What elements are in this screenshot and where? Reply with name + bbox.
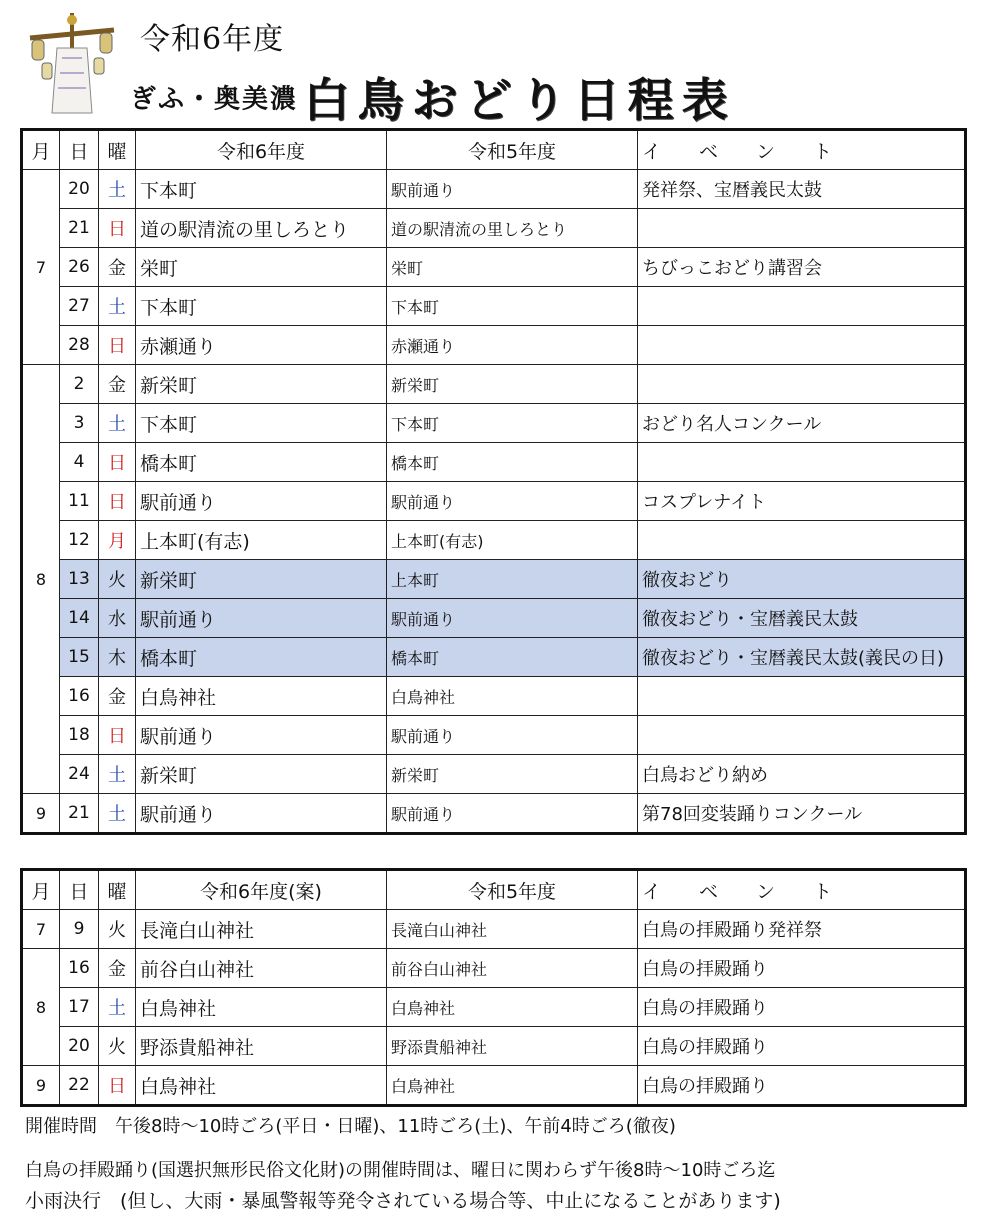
reiwa5-venue-cell: 新栄町	[387, 365, 638, 404]
page-header	[0, 0, 1000, 125]
event-cell: 第78回変装踊りコンクール	[638, 794, 966, 834]
event-cell: 徹夜おどり・宝暦義民太鼓	[638, 599, 966, 638]
table-row	[22, 599, 966, 638]
weekday-cell: 土	[99, 755, 136, 794]
event-cell: 白鳥の拝殿踊り発祥祭	[638, 910, 966, 949]
reiwa6-venue-cell: 新栄町	[136, 365, 387, 404]
reiwa5-venue-cell: 栄町	[387, 248, 638, 287]
title-region: ぎふ・奥美濃	[130, 84, 299, 115]
header-event: イ ベ ン ト	[638, 130, 966, 170]
reiwa6-venue-cell: 下本町	[136, 404, 387, 443]
table-row	[22, 716, 966, 755]
reiwa5-venue-cell: 白鳥神社	[387, 677, 638, 716]
table-row	[22, 326, 966, 365]
weekday-cell: 火	[99, 1027, 136, 1066]
reiwa5-venue-cell: 駅前通り	[387, 716, 638, 755]
day-cell: 24	[60, 755, 99, 794]
table-header-row	[22, 870, 966, 910]
event-cell	[638, 326, 966, 365]
table-row	[22, 209, 966, 248]
event-cell: 白鳥の拝殿踊り	[638, 1027, 966, 1066]
fiscal-year: 令和6年度	[140, 22, 285, 57]
header-reiwa6: 令和6年度	[136, 130, 387, 170]
day-cell: 21	[60, 794, 99, 834]
reiwa6-venue-cell: 栄町	[136, 248, 387, 287]
table-row	[22, 560, 966, 599]
table-header-row	[22, 130, 966, 170]
day-cell: 26	[60, 248, 99, 287]
day-cell: 28	[60, 326, 99, 365]
reiwa5-venue-cell: 下本町	[387, 404, 638, 443]
reiwa5-venue-cell: 駅前通り	[387, 482, 638, 521]
day-cell: 11	[60, 482, 99, 521]
reiwa5-venue-cell: 上本町(有志)	[387, 521, 638, 560]
header-dow: 曜	[99, 870, 136, 910]
header-reiwa6-plan: 令和6年度(案)	[136, 870, 387, 910]
reiwa6-venue-cell: 白鳥神社	[136, 677, 387, 716]
reiwa5-venue-cell: 駅前通り	[387, 170, 638, 209]
event-cell	[638, 443, 966, 482]
reiwa5-venue-cell: 上本町	[387, 560, 638, 599]
weekday-cell: 土	[99, 404, 136, 443]
weekday-cell: 土	[99, 794, 136, 834]
table-row	[22, 949, 966, 988]
reiwa5-venue-cell: 橋本町	[387, 638, 638, 677]
weekday-cell: 土	[99, 170, 136, 209]
day-cell: 3	[60, 404, 99, 443]
weekday-cell: 金	[99, 949, 136, 988]
weekday-cell: 日	[99, 443, 136, 482]
day-cell: 13	[60, 560, 99, 599]
weekday-cell: 木	[99, 638, 136, 677]
reiwa6-venue-cell: 下本町	[136, 170, 387, 209]
day-cell: 16	[60, 949, 99, 988]
day-cell: 17	[60, 988, 99, 1027]
weekday-cell: 金	[99, 248, 136, 287]
event-cell: コスプレナイト	[638, 482, 966, 521]
event-cell: 徹夜おどり・宝暦義民太鼓(義民の日)	[638, 638, 966, 677]
month-cell: 8	[22, 949, 60, 1066]
note-hours: 開催時間 午後8時～10時ごろ(平日・日曜)、11時ごろ(土)、午前4時ごろ(徹夜)	[25, 1116, 676, 1137]
day-cell: 21	[60, 209, 99, 248]
header-reiwa5: 令和5年度	[387, 130, 638, 170]
reiwa6-venue-cell: 長滝白山神社	[136, 910, 387, 949]
reiwa6-venue-cell: 駅前通り	[136, 794, 387, 834]
header-event: イ ベ ン ト	[638, 870, 966, 910]
note-rain-policy: 小雨決行 (但し、大雨・暴風警報等発令されている場合等、中止になることがあります)	[25, 1190, 781, 1212]
page-title	[130, 64, 736, 130]
reiwa6-venue-cell: 上本町(有志)	[136, 521, 387, 560]
table-row	[22, 443, 966, 482]
table-row	[22, 482, 966, 521]
month-cell: 8	[22, 365, 60, 794]
day-cell: 15	[60, 638, 99, 677]
event-cell	[638, 209, 966, 248]
festival-lantern-icon	[22, 8, 122, 118]
event-cell: 白鳥おどり納め	[638, 755, 966, 794]
weekday-cell: 日	[99, 482, 136, 521]
weekday-cell: 土	[99, 988, 136, 1027]
reiwa5-venue-cell: 道の駅清流の里しろとり	[387, 209, 638, 248]
weekday-cell: 土	[99, 287, 136, 326]
note-haiden-hours: 白鳥の拝殿踊り(国選択無形民俗文化財)の開催時間は、曜日に関わらず午後8時～10時ごろ迄	[25, 1160, 776, 1181]
reiwa6-venue-cell: 新栄町	[136, 755, 387, 794]
month-cell: 9	[22, 794, 60, 834]
header-reiwa5: 令和5年度	[387, 870, 638, 910]
day-cell: 4	[60, 443, 99, 482]
weekday-cell: 日	[99, 1066, 136, 1106]
weekday-cell: 日	[99, 716, 136, 755]
table-row	[22, 1066, 966, 1106]
haiden-dance-table	[20, 868, 967, 1107]
event-cell	[638, 365, 966, 404]
reiwa6-venue-cell: 野添貴船神社	[136, 1027, 387, 1066]
day-cell: 16	[60, 677, 99, 716]
table-row	[22, 248, 966, 287]
title-main: 白鳥おどり日程表	[303, 73, 736, 127]
event-cell: 白鳥の拝殿踊り	[638, 949, 966, 988]
event-cell	[638, 521, 966, 560]
day-cell: 20	[60, 170, 99, 209]
reiwa5-venue-cell: 下本町	[387, 287, 638, 326]
reiwa5-venue-cell: 駅前通り	[387, 794, 638, 834]
header-day: 日	[60, 870, 99, 910]
reiwa6-venue-cell: 白鳥神社	[136, 1066, 387, 1106]
reiwa6-venue-cell: 前谷白山神社	[136, 949, 387, 988]
event-cell	[638, 716, 966, 755]
day-cell: 2	[60, 365, 99, 404]
reiwa5-venue-cell: 白鳥神社	[387, 1066, 638, 1106]
table-row	[22, 404, 966, 443]
reiwa6-venue-cell: 駅前通り	[136, 716, 387, 755]
weekday-cell: 金	[99, 677, 136, 716]
reiwa6-venue-cell: 下本町	[136, 287, 387, 326]
dance-schedule-table	[20, 128, 967, 835]
month-cell: 7	[22, 910, 60, 949]
reiwa6-venue-cell: 駅前通り	[136, 599, 387, 638]
reiwa5-venue-cell: 前谷白山神社	[387, 949, 638, 988]
day-cell: 14	[60, 599, 99, 638]
reiwa5-venue-cell: 野添貴船神社	[387, 1027, 638, 1066]
reiwa6-venue-cell: 橋本町	[136, 638, 387, 677]
day-cell: 9	[60, 910, 99, 949]
reiwa6-venue-cell: 白鳥神社	[136, 988, 387, 1027]
table-row	[22, 988, 966, 1027]
weekday-cell: 火	[99, 560, 136, 599]
header-month: 月	[22, 130, 60, 170]
weekday-cell: 火	[99, 910, 136, 949]
day-cell: 27	[60, 287, 99, 326]
table-row	[22, 794, 966, 834]
event-cell: 発祥祭、宝暦義民太鼓	[638, 170, 966, 209]
event-cell: 白鳥の拝殿踊り	[638, 1066, 966, 1106]
day-cell: 18	[60, 716, 99, 755]
month-cell: 7	[22, 170, 60, 365]
weekday-cell: 日	[99, 326, 136, 365]
reiwa6-venue-cell: 赤瀬通り	[136, 326, 387, 365]
header-day: 日	[60, 130, 99, 170]
table-row	[22, 170, 966, 209]
reiwa5-venue-cell: 赤瀬通り	[387, 326, 638, 365]
weekday-cell: 月	[99, 521, 136, 560]
month-cell: 9	[22, 1066, 60, 1106]
header-dow: 曜	[99, 130, 136, 170]
weekday-cell: 金	[99, 365, 136, 404]
day-cell: 22	[60, 1066, 99, 1106]
reiwa6-venue-cell: 道の駅清流の里しろとり	[136, 209, 387, 248]
reiwa5-venue-cell: 駅前通り	[387, 599, 638, 638]
reiwa6-venue-cell: 新栄町	[136, 560, 387, 599]
reiwa5-venue-cell: 白鳥神社	[387, 988, 638, 1027]
reiwa5-venue-cell: 新栄町	[387, 755, 638, 794]
table-row	[22, 755, 966, 794]
event-cell: おどり名人コンクール	[638, 404, 966, 443]
reiwa5-venue-cell: 長滝白山神社	[387, 910, 638, 949]
event-cell: 徹夜おどり	[638, 560, 966, 599]
weekday-cell: 日	[99, 209, 136, 248]
table-row	[22, 521, 966, 560]
reiwa5-venue-cell: 橋本町	[387, 443, 638, 482]
day-cell: 12	[60, 521, 99, 560]
event-cell	[638, 677, 966, 716]
table-row	[22, 910, 966, 949]
event-cell: ちびっこおどり講習会	[638, 248, 966, 287]
table-row	[22, 365, 966, 404]
reiwa6-venue-cell: 橋本町	[136, 443, 387, 482]
table-row	[22, 638, 966, 677]
table-row	[22, 677, 966, 716]
event-cell: 白鳥の拝殿踊り	[638, 988, 966, 1027]
day-cell: 20	[60, 1027, 99, 1066]
table-row	[22, 287, 966, 326]
reiwa6-venue-cell: 駅前通り	[136, 482, 387, 521]
header-month: 月	[22, 870, 60, 910]
event-cell	[638, 287, 966, 326]
table-row	[22, 1027, 966, 1066]
weekday-cell: 水	[99, 599, 136, 638]
